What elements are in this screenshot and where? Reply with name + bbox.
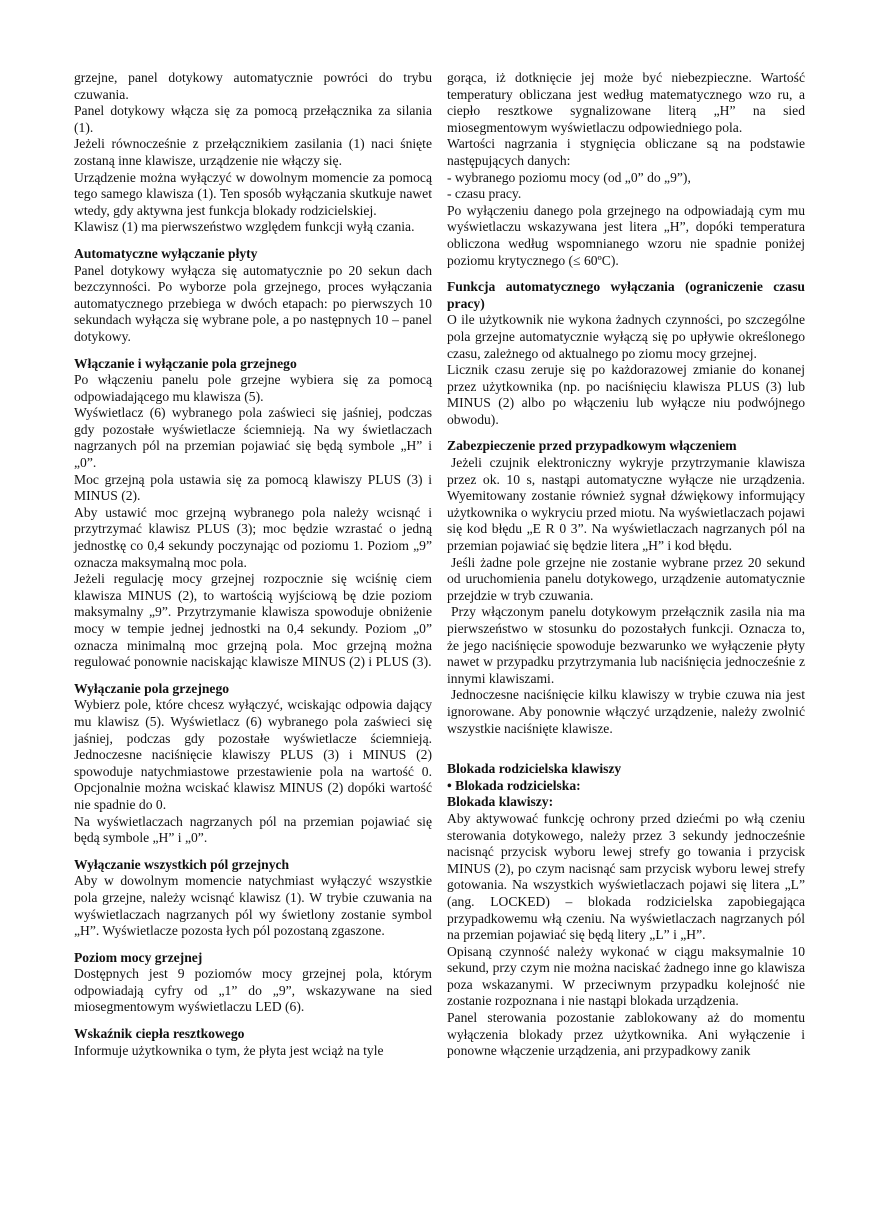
auto-shutoff-p1: O ile użytkownik nie wykona żadnych czynności, po szczególne pola grzejne automatycznie wyłączą się po upływie określonego czasu, zależnego od aktualnego po ziomu mocy grzejnej. xyxy=(447,312,805,361)
residual-heat-p1: Informuje użytkownika o tym, że płyta jest wciąż na tyle xyxy=(74,1042,384,1058)
right-intro-p1: gorąca, iż dotknięcie jej może być niebezpieczne. Wartość temperatury obliczana jest według matematycznego wzo ru, a ciepło resztkowe sygnalizowane literą „H” na sied miosegmentowym wyświetlaczu odpowiedniego pola. xyxy=(447,70,805,135)
accidental-on-p3: Przy włączonym panelu dotykowym przełącznik zasila nia ma pierwszeństwo w stosunku do pozostałych funkcji. Oznacza to, że jego naciśnięcie spowoduje bezwarunko we wyłączenie płyty nawet w przypadku przytrzymania lub naciśnięcia jednocześnie z innymi klawiszami. xyxy=(447,604,805,686)
zone-off-p1: Wybierz pole, które chcesz wyłączyć, wciskając odpowia dający mu klawisz (5). Wyświetlacz (6) wybranego pola zaświeci się jaśniej, podczas gdy pozostałe wyświetlacze ściemnieją. Jednoczesne naciśnięcie klawiszy PLUS (3) i MINUS (2) spowoduje natychmiastowe przestawienie pola na wartość 0. Opcjonalnie można wciskać klawisz MINUS (2) dopóki wartość nie spadnie do 0. xyxy=(74,697,432,812)
left-column xyxy=(74,70,432,1059)
accidental-on-p2: Jeśli żadne pole grzejne nie zostanie wybrane przez 20 sekund od uruchomienia panelu dotykowego, urządzenie automatycznie przejdzie w tryb czuwania. xyxy=(447,554,805,603)
heading-power-level: Poziom mocy grzejnej xyxy=(74,949,203,965)
all-off-p1: Aby w dowolnym momencie natychmiast wyłączyć wszystkie pola grzejne, należy wcisnąć klawisz (1). W trybie czuwania na wyświetlaczach nagrzanych pól wy świetlony zostanie symbol „H”. Wyświetlacze pozosta łych pól pozostaną zgaszone. xyxy=(74,873,432,939)
child-lock-p2: Opisaną czynność należy wykonać w ciągu maksymalnie 10 sekund, przy czym nie można naciskać żadnego inne go klawisza poza wskazanymi. W przeciwnym przypadku kolejność nie zostanie rozpoznana i nie nastąpi blokada urządzenia. xyxy=(447,943,805,1009)
heading-residual-heat: Wskaźnik ciepła resztkowego xyxy=(74,1026,245,1042)
heading-zone-on-off: Włączanie i wyłączanie pola grzejnego xyxy=(74,355,297,371)
child-lock-p3: Panel sterowania pozostanie zablokowany aż do momentu wyłączenia blokady przez użytkownika. Ani wyłączenie i ponowne włączenie urządzenia, ani przypadkowy zanik xyxy=(447,1010,805,1059)
zone-on-off-p2: Wyświetlacz (6) wybranego pola zaświeci się jaśniej, podczas gdy pozostałe wyświetlacze ściemnieją. Na wy świetlaczach nagrzanych pól na przemian pojawiać się będą symbole „H” i „0”. xyxy=(74,405,432,471)
right-intro-p4: - czasu pracy. xyxy=(447,186,522,202)
heading-child-lock-bullet: • Blokada rodzicielska: xyxy=(447,777,581,793)
right-intro-p3: - wybranego poziomu mocy (od „0” do „9”), xyxy=(447,169,691,185)
left-intro-p1: grzejne, panel dotykowy automatycznie powróci do trybu czuwania. xyxy=(74,70,432,102)
heading-auto-off: Automatyczne wyłączanie płyty xyxy=(74,245,258,261)
zone-on-off-p1: Po włączeniu panelu pole grzejne wybiera się za pomocą odpowiadającego mu klawisza (5). xyxy=(74,372,432,404)
accidental-on-p4: Jednoczesne naciśnięcie kilku klawiszy w trybie czuwa nia jest ignorowane. Aby ponownie włączyć urządzenie, należy zwolnić wszystkie naciśnięte klawisze. xyxy=(447,687,805,736)
left-intro-p4: Urządzenie można wyłączyć w dowolnym momencie za pomocą tego samego klawisza (1). Ten sposób wyłączania skutkuje nawet wtedy, gdy aktywna jest funkcja blokady rodzicielskiej. xyxy=(74,169,432,218)
right-intro-p5: Po wyłączeniu danego pola grzejnego na odpowiadają cym mu wyświetlaczu wskazywana jest litera „H”, dopóki temperatura obliczona według wspomnianego wzoru nie spadnie poniżej poziomu krytycznego (≤ 60ºC). xyxy=(447,202,805,268)
heading-key-lock: Blokada klawiszy: xyxy=(447,794,554,810)
child-lock-p1: Aby aktywować funkcję ochrony przed dziećmi po włą czeniu sterowania dotykowego, należy przez 3 sekundy jednocześnie nacisnąć przycisk wyboru lewej strefy go towania i przycisk MINUS (2), po czym nacisnąć sam przycisk wyboru lewej strefy gotowania. Na wszystkich wyświetlaczach pojawi się litera „L” (ang. LOCKED) – blokada rodzicielska zapobiegająca przypadkowemu włą czeniu. Na wyświetlaczach nagrzanych pól na przemian pojawiać się będą litery „L” i „H”. xyxy=(447,810,805,943)
zone-on-off-p3: Moc grzejną pola ustawia się za pomocą klawiszy PLUS (3) i MINUS (2). xyxy=(74,471,432,504)
zone-on-off-p5: Jeżeli regulację mocy grzejnej rozpocznie się wciśnię ciem klawisza MINUS (2), to wartością wyjściową bę dzie poziom maksymalny „9”. Przytrzymanie klawisza spowoduje obniżenie mocy w tempie jednej jednostki na 0,4 sekundy. Poziom „0” oznacza minimalną moc grzejną pola. Moc grzejną można regulować ponownie naciskając klawisze MINUS (2) i PLUS (3). xyxy=(74,571,432,670)
left-intro-p3: Jeżeli równocześnie z przełącznikiem zasilania (1) naci śnięte zostaną inne klawisze, urządzenie nie włączy się. xyxy=(74,136,432,168)
zone-off-p2: Na wyświetlaczach nagrzanych pól na przemian pojawiać się będą symbole „H” i „0”. xyxy=(74,813,432,846)
auto-off-p1: Panel dotykowy wyłącza się automatycznie po 20 sekun dach bezczynności. Po wyborze pola grzejnego, proces wyłączania automatycznego przebiega w dwóch etapach: po pierwszych 10 sekundach wyłącza się wybrane pole, a po następnych 10 – panel dotykowy. xyxy=(74,262,432,344)
left-intro-p2: Panel dotykowy włącza się za pomocą przełącznika za silania (1). xyxy=(74,103,432,135)
left-intro-p5: Klawisz (1) ma pierwszeństwo względem funkcji wyłą czania. xyxy=(74,219,415,235)
heading-child-lock: Blokada rodzicielska klawiszy xyxy=(447,761,622,777)
heading-accidental-on: Zabezpieczenie przed przypadkowym włączeniem xyxy=(447,438,737,454)
power-level-p1: Dostępnych jest 9 poziomów mocy grzejnej pola, którym odpowiadają cyfry od „1” do „9”, wskazywane na sied miosegmentowym wyświetlaczu LED (6). xyxy=(74,966,432,1015)
accidental-on-p1: Jeżeli czujnik elektroniczny wykryje przytrzymanie klawisza przez ok. 10 s, nastąpi automatyczne wyłącze nie urządzenia. Wyemitowany zostanie również sygnał dźwiękowy informujący użytkownika o wykryciu przed miotu. Na wyświetlaczach pojawi się kod błędu „E R 0 3”. Na wyświetlaczach nagrzanych pól na przemian pojawiać się będzie litera „H” i kod błędu. xyxy=(447,455,805,554)
heading-zone-off: Wyłączanie pola grzejnego xyxy=(74,680,230,696)
heading-auto-shutoff: Funkcja automatycznego wyłączania (ograniczenie czasu pracy) xyxy=(447,279,805,311)
zone-on-off-p4: Aby ustawić moc grzejną wybranego pola należy wcisnąć i przytrzymać klawisz PLUS (3); moc będzie wzrastać o jedną jednostkę co 0,4 sekundy poczynając od poziomu 1. Poziom „9” oznacza maksymalną moc pola. xyxy=(74,504,432,570)
auto-shutoff-p2: Licznik czasu zeruje się po każdorazowej zmianie do konanej przez użytkownika (np. po naciśnięciu klawisza PLUS (3) lub MINUS (2) albo po włączeniu lub wyłącze niu podwójnego obwodu). xyxy=(447,362,805,427)
right-intro-p2: Wartości nagrzania i stygnięcia obliczane są na podstawie następujących danych: xyxy=(447,136,805,168)
right-column xyxy=(447,70,805,1060)
heading-all-off: Wyłączanie wszystkich pól grzejnych xyxy=(74,856,290,872)
